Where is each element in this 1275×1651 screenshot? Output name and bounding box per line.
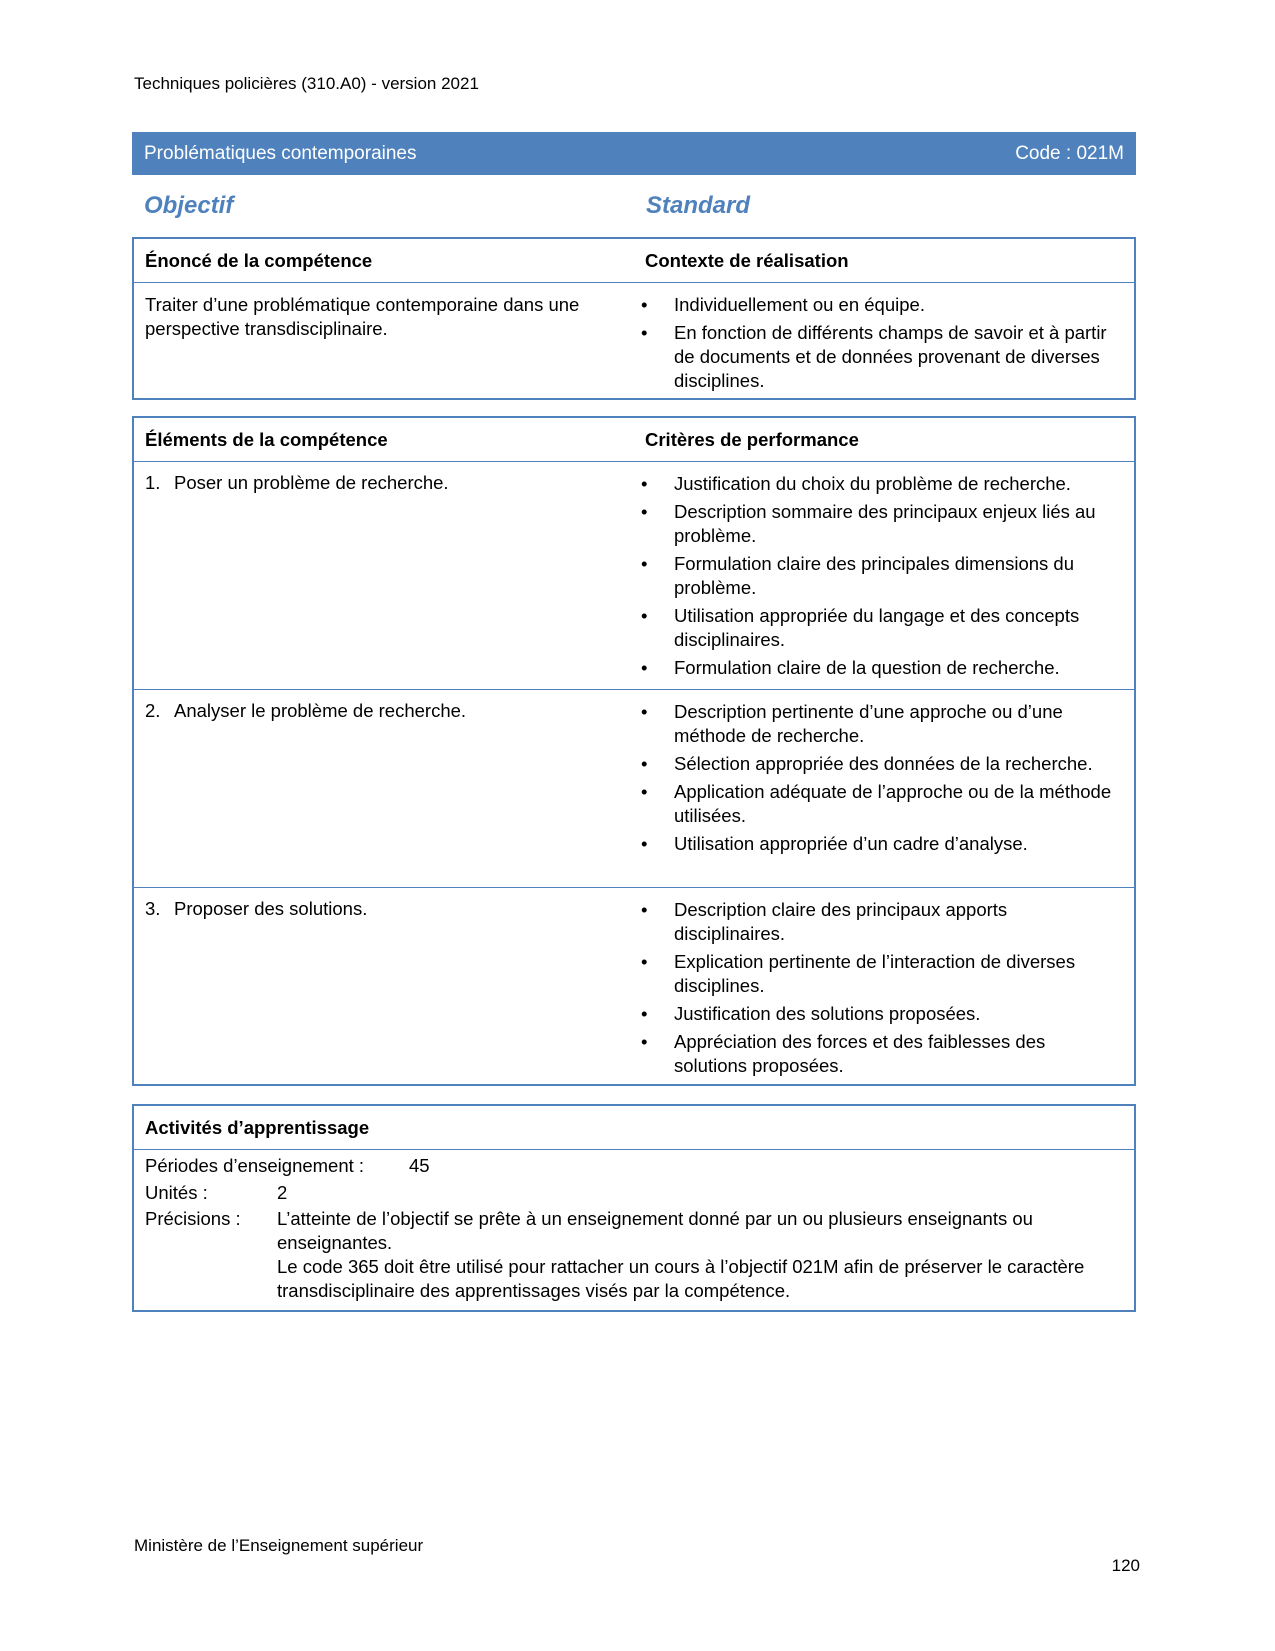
bullet-icon: • — [641, 322, 648, 343]
precision-item: Le code 365 doit être utilisé pour rattacher un cours à l’objectif 021M afin de préserver le caractère transdisciplinaire des apprentissages visés par la compétence. — [277, 1256, 1085, 1301]
list-item: • Justification des solutions proposées. — [641, 1003, 981, 1024]
bullet-icon: • — [641, 1003, 648, 1024]
criteria-list — [637, 898, 1115, 1082]
precisions-text — [277, 1207, 1127, 1303]
running-header: Techniques policières (310.A0) - version 2021 — [134, 74, 479, 93]
bullet-icon: • — [641, 473, 648, 494]
standard-heading: Standard — [646, 192, 751, 219]
bullet-icon: • — [641, 657, 648, 678]
course-code: Code : 021M — [1015, 142, 1124, 164]
elements-header-row — [134, 418, 1134, 462]
context-heading: Contexte de réalisation — [645, 250, 849, 271]
criteria-list — [637, 700, 1115, 860]
element-label: 3. Proposer des solutions. — [145, 898, 368, 919]
list-item: • Application adéquate de l’approche ou de la méthode utilisées. — [641, 781, 1112, 826]
element-row-3 — [134, 888, 1134, 1086]
element-label: 2. Analyser le problème de recherche. — [145, 700, 467, 721]
list-item: • Description sommaire des principaux enjeux liés au problème. — [641, 501, 1096, 546]
precision-item: L’atteinte de l’objectif se prête à un enseignement donné par un ou plusieurs enseignants ou enseignantes. — [277, 1208, 1033, 1253]
bullet-icon: • — [641, 753, 648, 774]
context-list — [637, 293, 1115, 397]
criteria-list — [637, 472, 1115, 684]
competence-header-row — [134, 239, 1134, 283]
activities-header-row — [134, 1106, 1134, 1150]
footer-ministry: Ministère de l’Enseignement supérieur — [134, 1536, 424, 1555]
periods-value: 45 — [409, 1155, 430, 1176]
activities-box — [132, 1104, 1136, 1312]
list-item: • Utilisation appropriée d’un cadre d’analyse. — [641, 833, 1028, 854]
competence-statement-heading: Énoncé de la compétence — [145, 250, 373, 271]
activities-heading: Activités d’apprentissage — [145, 1117, 370, 1138]
elements-heading: Éléments de la compétence — [145, 429, 388, 450]
bullet-icon: • — [641, 605, 648, 626]
precisions-label: Précisions : — [145, 1208, 241, 1229]
elements-box — [132, 416, 1136, 1086]
page-number: 120 — [1111, 1556, 1140, 1575]
bullet-icon: • — [641, 553, 648, 574]
bullet-icon: • — [641, 1031, 648, 1052]
list-item: • Formulation claire de la question de recherche. — [641, 657, 1060, 678]
units-value: 2 — [277, 1182, 288, 1203]
bullet-icon: • — [641, 781, 648, 802]
bullet-icon: • — [641, 833, 648, 854]
bullet-icon: • — [641, 899, 648, 920]
course-title: Problématiques contemporaines — [144, 142, 417, 164]
list-item: • Formulation claire des principales dimensions du problème. — [641, 553, 1074, 598]
objectif-heading: Objectif — [144, 192, 234, 219]
list-item: • Utilisation appropriée du langage et des concepts disciplinaires. — [641, 605, 1080, 650]
list-item: • Individuellement ou en équipe. — [641, 294, 925, 315]
element-label: 1. Poser un problème de recherche. — [145, 472, 449, 493]
competence-statement: Traiter d’une problématique contemporaine dans une perspective transdisciplinaire. — [145, 294, 580, 339]
list-item: • Sélection appropriée des données de la recherche. — [641, 753, 1093, 774]
periods-label: Périodes d’enseignement : — [145, 1155, 365, 1176]
bullet-icon: • — [641, 501, 648, 522]
bullet-icon: • — [641, 951, 648, 972]
list-item: • Justification du choix du problème de recherche. — [641, 473, 1071, 494]
course-title-bar — [132, 132, 1136, 175]
list-item: • Description claire des principaux apports disciplinaires. — [641, 899, 1008, 944]
units-label: Unités : — [145, 1182, 208, 1203]
list-item: • En fonction de différents champs de savoir et à partir de documents et de données provenant de diverses disciplines. — [641, 322, 1107, 391]
criteria-heading: Critères de performance — [645, 429, 859, 450]
bullet-icon: • — [641, 294, 648, 315]
competence-box — [132, 237, 1136, 400]
element-row-1 — [134, 462, 1134, 690]
list-item: • Appréciation des forces et des faiblesses des solutions proposées. — [641, 1031, 1046, 1076]
list-item: • Explication pertinente de l’interaction de diverses disciplines. — [641, 951, 1076, 996]
element-row-2 — [134, 690, 1134, 888]
bullet-icon: • — [641, 701, 648, 722]
list-item: • Description pertinente d’une approche ou d’une méthode de recherche. — [641, 701, 1063, 746]
